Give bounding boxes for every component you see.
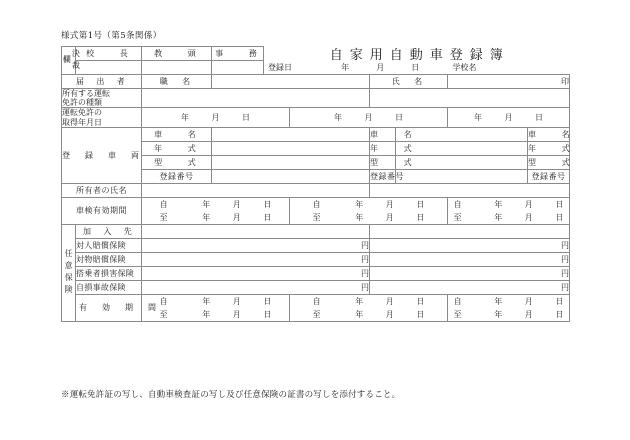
owner-input-right[interactable] [370,183,570,197]
vehicle-1-model-input[interactable] [212,155,370,169]
insurance-provider-label: 加 入 先 [76,224,142,238]
insurance-passenger-unit-left: 円 [361,268,369,278]
license-date-1-year: 年 [180,112,189,122]
vehicle-1-model-label: 型 式 [142,155,212,169]
inspection-2-to-month: 月 [385,212,394,222]
inspection-3-to[interactable] [448,211,570,225]
vehicle-1-number-input[interactable] [212,169,370,183]
inspection-2-to-day: 日 [416,212,425,222]
insurance-passenger-amount-left[interactable] [142,266,370,280]
footer-note: ※運転免許証の写し、自動車検査証の写し及び任意保険の証書の写しを添付すること。 [61,390,401,400]
insurance-property-label: 対物賠償保険 [76,252,142,266]
license-date-3-year: 年 [473,112,482,122]
insurance-row-passenger [62,266,570,280]
license-type-input-right[interactable] [370,89,570,108]
approval-vertical-label-cell [62,47,81,75]
insurance-validity-3-to[interactable] [448,308,570,322]
reporter-post-label: 職 名 [142,75,212,89]
inspection-3-from-month: 月 [524,199,533,209]
license-date-label-line2: 取得年月日 [62,117,102,127]
owner-row [62,183,570,197]
form-number: 様式第1号（第5条関係） [61,31,162,41]
approval-box-principal[interactable] [76,61,142,75]
license-type-row [62,89,570,108]
vehicle-1-year-label: 年 式 [142,141,212,155]
inspection-1-from[interactable] [142,197,290,211]
insurance-validity-1-to-year: 年 [202,309,211,319]
inspection-1-to-year: 年 [202,212,211,222]
inspection-1-from-day: 日 [263,199,272,209]
insurance-bodily-label: 対人賠償保険 [76,238,142,252]
license-date-3-day: 日 [535,112,544,122]
insurance-validity-2-to-label: 至 [312,309,321,319]
insurance-vertical-label: 任意保険 [64,248,74,297]
insurance-validity-3-to-year: 年 [494,309,503,319]
insurance-validity-1-from-day: 日 [263,296,272,306]
vehicle-3-number-label: 登録番号 [528,169,570,183]
inspection-1-to[interactable] [142,211,290,225]
insurance-validity-2-from-year: 年 [355,296,364,306]
insurance-selfdamage-amount-right[interactable] [370,280,570,294]
inspection-2-from-month: 月 [385,199,394,209]
inspection-1-to-label: 至 [159,212,168,222]
reporter-name-label: 氏 名 [370,75,448,89]
license-date-2-year: 年 [333,112,342,122]
inspection-3-to-day: 日 [555,212,564,222]
inspection-2-to[interactable] [290,211,448,225]
insurance-validity-2-to-year: 年 [355,309,364,319]
inspection-3-to-year: 年 [494,212,503,222]
insurance-validity-3-from-label: 自 [453,296,462,306]
owner-label: 所有者の氏名 [62,183,142,197]
vehicle-1-year-input[interactable] [212,141,370,155]
vehicle-2-number-input[interactable] [396,169,528,183]
license-date-field-3[interactable] [448,108,570,127]
insurance-bodily-amount-left[interactable] [142,238,370,252]
title-area-cell [264,47,570,75]
license-date-1-day: 日 [242,112,251,122]
license-type-label-line2: 免許の種類 [62,98,102,108]
approval-header-row [62,47,570,61]
registration-date-line [268,63,476,72]
insurance-validity-row-from [62,294,570,308]
inspection-3-to-label: 至 [453,212,462,222]
insurance-passenger-label: 搭乗者損害保険 [76,266,142,280]
registration-date-label: 登録日 [268,62,292,72]
reporter-post-input[interactable] [212,75,370,89]
insurance-selfdamage-label: 自損事故保険 [76,280,142,294]
license-type-label [62,89,142,108]
insurance-bodily-amount-right[interactable] [370,238,570,252]
inspection-1-to-month: 月 [232,212,241,222]
insurance-validity-label: 有 効 期 間 [76,294,142,321]
insurance-validity-3-from-month: 月 [524,296,533,306]
insurance-validity-1-to[interactable] [142,308,290,322]
license-date-row [62,108,570,127]
insurance-validity-3-from-day: 日 [555,296,564,306]
insurance-vertical-label-cell [62,224,76,321]
insurance-selfdamage-amount-left[interactable] [142,280,370,294]
vehicle-2-year-input[interactable] [396,141,528,155]
vehicle-1-name-input[interactable] [212,127,370,141]
insurance-bodily-unit-right: 円 [561,240,569,250]
vehicle-1-name-label: 車 名 [142,127,212,141]
insurance-property-unit-right: 円 [561,254,569,264]
license-type-input-left[interactable] [142,89,370,108]
insurance-validity-2-from-label: 自 [312,296,321,306]
inspection-3-from-day: 日 [555,199,564,209]
insurance-validity-1-from-year: 年 [202,296,211,306]
insurance-passenger-amount-right[interactable] [370,266,570,280]
insurance-validity-3-to-label: 至 [453,309,462,319]
approval-col-principal: 校 長 [76,47,142,61]
vehicle-2-model-label: 型 式 [370,155,396,169]
insurance-row-selfdamage [62,280,570,294]
vehicle-3-year-label: 年 式 [528,141,570,155]
registration-day: 日 [411,62,420,72]
vehicle-2-name-input[interactable] [396,127,528,141]
insurance-validity-2-to-day: 日 [416,309,425,319]
inspection-2-to-year: 年 [355,212,364,222]
vehicle-2-model-input[interactable] [396,155,528,169]
approval-box-office[interactable] [212,61,264,75]
reporter-row [62,75,570,89]
license-date-field-2[interactable] [290,108,448,127]
insurance-provider-input-right[interactable] [370,224,570,238]
inspection-1-from-month: 月 [232,199,241,209]
insurance-passenger-unit-right: 円 [561,268,569,278]
inspection-1-from-label: 自 [159,199,168,209]
license-date-label [62,108,142,127]
insurance-validity-1-from-label: 自 [159,296,168,306]
insurance-validity-1-from-month: 月 [232,296,241,306]
owner-input-left[interactable] [142,183,370,197]
license-date-3-month: 月 [504,112,513,122]
reporter-label: 届 出 者 [62,75,142,89]
license-date-field-1[interactable] [142,108,290,127]
license-type-label-line1: 所有する運転 [62,89,110,98]
insurance-validity-1-from[interactable] [142,294,290,308]
vehicle-2-year-label: 年 式 [370,141,396,155]
registration-year: 年 [341,62,350,72]
seal-label: 印 [561,76,569,86]
vehicles-label: 登 録 車 両 [62,127,142,183]
license-date-label-line1: 運転免許の [62,108,102,118]
inspection-3-from-year: 年 [494,199,503,209]
vehicle-3-model-label: 型 式 [528,155,570,169]
school-name-label: 学校名 [452,62,477,72]
inspection-3-from-label: 自 [453,199,462,209]
insurance-validity-3-to-month: 月 [524,309,533,319]
inspection-2-to-label: 至 [312,212,321,222]
vehicle-3-name-label: 車 名 [528,127,570,141]
inspection-2-from-year: 年 [355,199,364,209]
license-date-2-month: 月 [364,112,373,122]
approval-box-vice-principal[interactable] [142,61,212,75]
insurance-provider-row [62,224,570,238]
insurance-provider-input-left[interactable] [142,224,370,238]
insurance-selfdamage-unit-right: 円 [561,282,569,292]
vehicle-1-number-label: 登録番号 [142,169,212,183]
insurance-validity-2-from-month: 月 [385,296,394,306]
insurance-validity-2-from[interactable] [290,294,448,308]
registration-form-table [61,46,573,322]
insurance-property-unit-left: 円 [361,254,369,264]
insurance-row-bodily [62,238,570,252]
insurance-row-property [62,252,570,266]
approval-col-vice-principal: 教 頭 [142,47,212,61]
license-date-2-day: 日 [395,112,404,122]
insurance-validity-2-to[interactable] [290,308,448,322]
insurance-validity-1-to-month: 月 [232,309,241,319]
license-date-1-month: 月 [211,112,220,122]
insurance-validity-3-from-year: 年 [494,296,503,306]
page-title: 自家用自動車登録簿 [329,47,510,63]
insurance-bodily-unit-left: 円 [361,240,369,250]
inspection-1-to-day: 日 [263,212,272,222]
inspection-3-to-month: 月 [524,212,533,222]
approval-vertical-label: 決裁欄 [62,48,81,73]
insurance-validity-1-to-label: 至 [159,309,168,319]
inspection-2-from[interactable] [290,197,448,211]
insurance-validity-3-to-day: 日 [555,309,564,319]
insurance-property-amount-left[interactable] [142,252,370,266]
insurance-property-amount-right[interactable] [370,252,570,266]
vehicle-2-name-label: 車 名 [370,127,396,141]
inspection-row-from [62,197,570,211]
reporter-name-input[interactable] [448,75,570,89]
insurance-selfdamage-unit-left: 円 [361,282,369,292]
registration-month: 月 [376,62,385,72]
insurance-validity-3-from[interactable] [448,294,570,308]
inspection-3-from[interactable] [448,197,570,211]
inspection-1-from-year: 年 [202,199,211,209]
insurance-validity-1-to-day: 日 [263,309,272,319]
vehicle-2-number-label: 登録番号 [370,169,396,183]
insurance-validity-2-to-month: 月 [385,309,394,319]
insurance-validity-2-from-day: 日 [416,296,425,306]
inspection-label: 車検有効期間 [62,197,142,224]
vehicle-row-name [62,127,570,141]
inspection-2-from-day: 日 [416,199,425,209]
approval-col-office: 事 務 [212,47,264,61]
inspection-2-from-label: 自 [312,199,321,209]
